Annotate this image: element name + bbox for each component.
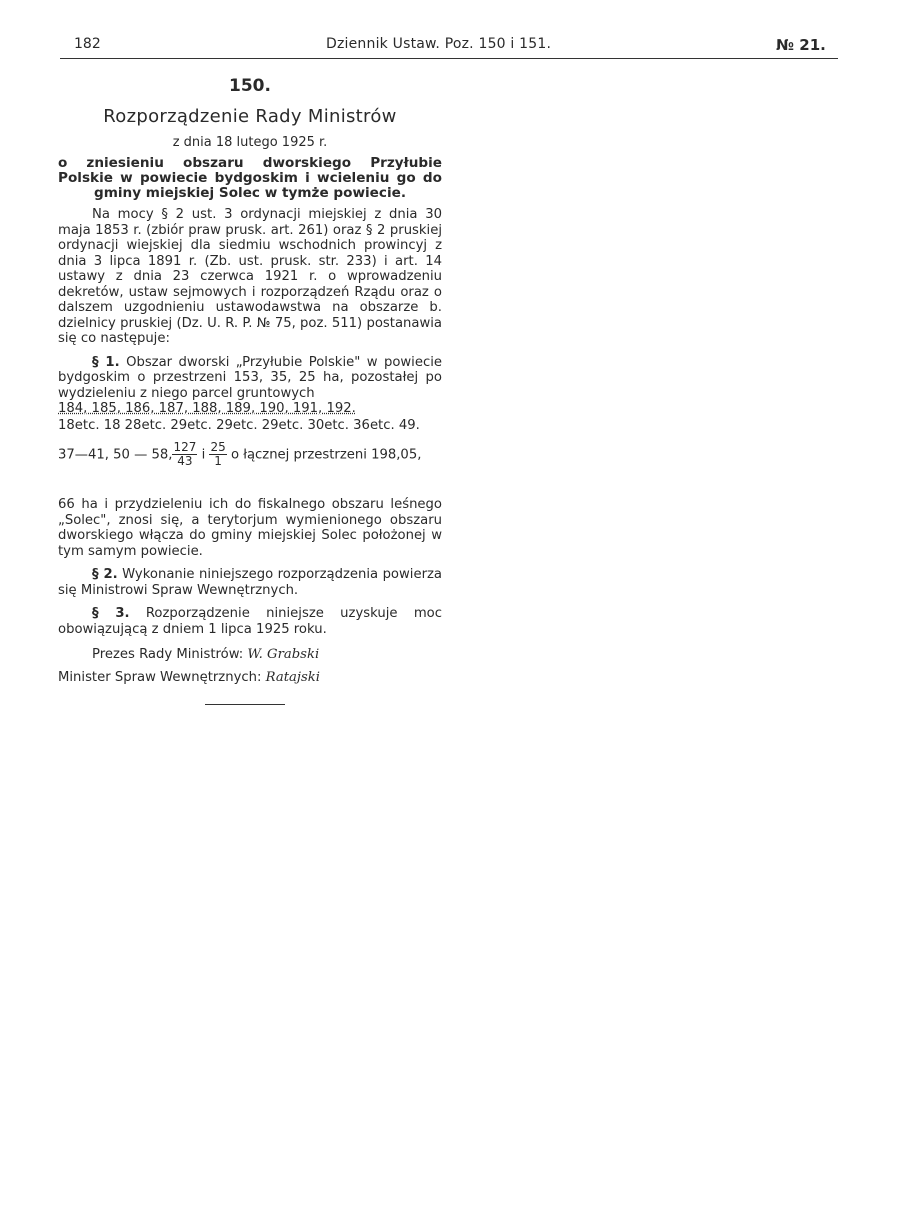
parcel-list xyxy=(58,401,442,497)
parcel-row-numbers: 184, 185, 186, 187, 188, 189, 190, 191, 192. xyxy=(58,401,356,416)
journal-title: Dziennik Ustaw. Poz. 150 i 151. xyxy=(326,36,552,52)
section-1 xyxy=(58,355,442,402)
parcel-row-fractions xyxy=(58,441,421,468)
act-subject: o zniesieniu obszaru dworskiego Przyłubie Polskie w powiecie bydgoskim i wcieleniu go do gminy miejskiej Solec w tymże powiecie. xyxy=(58,155,442,201)
header-rule xyxy=(60,58,838,59)
page-header xyxy=(0,0,909,70)
section-3 xyxy=(58,606,442,637)
preamble: Na mocy § 2 ust. 3 ordynacji miejskiej z dnia 30 maja 1853 r. (zbiór praw prusk. art. 261) oraz § 2 pruskiej ordynacji wiejskiej dla siedmiu wschodnich prowincyj z dnia 3 lipca 1891 r. (Zb. ust. prusk. str. 233) i art. 14 ustawy z dnia 23 czerwca 1921 r. o wprowadzeniu dekretów, ustaw sejmowych i rozporządzeń Rządu oraz o dalszem uzgodnieniu ustawodawstwa na obszarze b. dzielnicy pruskiej (Dz. U. R. P. № 75, poz. 511) postanawia się co następuje: xyxy=(58,207,442,346)
fraction-25-1: $\frac{25}{1}$ xyxy=(210,440,226,468)
page-number: 182 xyxy=(74,36,101,52)
act-title: Rozporządzenie Rady Ministrów xyxy=(103,106,397,127)
signature-name: W. Grabski xyxy=(247,647,320,662)
section-3-label: § 3. xyxy=(92,606,130,621)
section-2-text: Wykonanie niniejszego rozporządzenia powierza się Ministrowi Spraw Wewnętrznych. xyxy=(58,567,442,598)
section-1-label: § 1. xyxy=(92,354,120,370)
signature-prime-minister xyxy=(58,647,442,662)
signature-name: Ratajski xyxy=(265,670,320,685)
signature-interior-minister xyxy=(58,670,442,685)
conjunction: i xyxy=(201,447,206,463)
act-date: z dnia 18 lutego 1925 r. xyxy=(172,135,328,150)
parcel-range: 37—41, 50 — 58, xyxy=(58,447,173,463)
signature-role: Minister Spraw Wewnętrznych: xyxy=(58,670,262,685)
total-area-text: o łącznej przestrzeni 198,05, xyxy=(230,447,422,463)
end-rule xyxy=(205,704,285,705)
parcel-row-sheets: 18etc. 18 28etc. 29etc. 29etc. 29etc. 30etc. 36etc. 49. xyxy=(58,418,420,433)
section-1-continuation: 66 ha i przydzieleniu ich do fiskalnego obszaru leśnego „Solec", znosi się, a terytorjum wymienionego obszaru dworskiego włącza do gminy miejskiej Solec położonej w tym samym powiecie. xyxy=(58,497,442,559)
act-number: 150. xyxy=(229,76,271,96)
issue-number: № 21. xyxy=(776,36,826,54)
act-column xyxy=(58,70,442,685)
fraction-127-43: $\frac{127}{43}$ xyxy=(173,440,197,468)
section-3-text: Rozporządzenie niniejsze uzyskuje moc obowiązującą z dniem 1 lipca 1925 roku. xyxy=(58,606,442,637)
signature-role: Prezes Rady Ministrów: xyxy=(92,647,244,662)
section-2 xyxy=(58,567,442,598)
section-2-label: § 2. xyxy=(92,567,118,582)
section-1-text: Obszar dworski „Przyłubie Polskie" w powiecie bydgoskim o przestrzeni 153, 35, 25 ha, pozostałej po wydzieleniu z niego parcel gruntowych xyxy=(58,354,442,401)
